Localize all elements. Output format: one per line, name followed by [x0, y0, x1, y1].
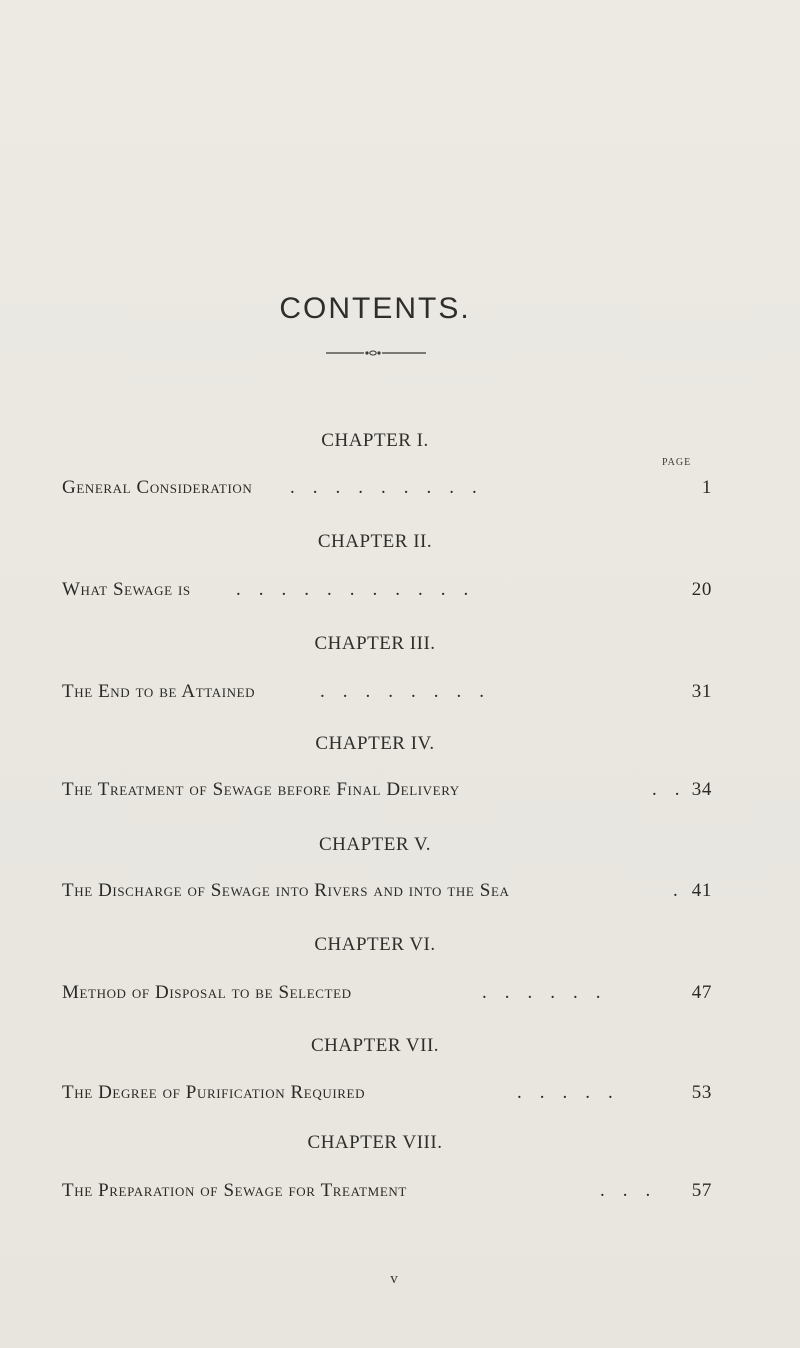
chapter-heading: CHAPTER IV.	[315, 733, 435, 754]
entry-page-number: 53	[691, 1082, 712, 1103]
entry-title: Method of Disposal to be Selected	[62, 982, 352, 1003]
toc-entry[interactable]	[62, 1180, 712, 1204]
dot-leader: ...	[600, 1180, 669, 1201]
chapter-heading: CHAPTER VI.	[314, 934, 436, 955]
page-folio: v	[390, 1271, 398, 1287]
dot-leader: ...........	[236, 579, 487, 600]
toc-entry[interactable]	[62, 1082, 712, 1106]
dot-leader: .	[673, 880, 696, 901]
entry-page-number: 1	[701, 477, 712, 498]
chapter-heading: CHAPTER V.	[319, 834, 431, 855]
toc-entry[interactable]	[62, 579, 712, 603]
toc-entry[interactable]	[62, 880, 712, 904]
toc-entry[interactable]	[62, 681, 712, 705]
entry-title: What Sewage is	[62, 579, 191, 600]
page-column-label: PAGE	[662, 457, 692, 468]
chapter-heading: CHAPTER VII.	[310, 1035, 440, 1056]
chapter-heading: CHAPTER I.	[321, 430, 429, 451]
dot-leader: .........	[290, 477, 495, 498]
entry-page-number: 41	[691, 880, 712, 901]
entry-title: The Degree of Purification Required	[62, 1082, 366, 1103]
dot-leader: .....	[517, 1082, 631, 1103]
entry-page-number: 57	[691, 1180, 712, 1201]
chapter-heading: CHAPTER III.	[314, 633, 436, 654]
chapter-heading: CHAPTER VIII.	[307, 1132, 443, 1153]
toc-entry[interactable]	[62, 477, 712, 501]
entry-title: The Preparation of Sewage for Treatment	[62, 1180, 407, 1201]
dot-leader: ..	[652, 779, 698, 800]
entry-title: The Treatment of Sewage before Final Delivery	[62, 779, 460, 800]
entry-title: General Consideration	[62, 477, 253, 498]
entry-page-number: 20	[691, 579, 712, 600]
entry-page-number: 34	[691, 779, 712, 800]
entry-page-number: 31	[691, 681, 712, 702]
dot-leader: ........	[320, 681, 502, 702]
dot-leader: ......	[482, 982, 619, 1003]
entry-page-number: 47	[691, 982, 712, 1003]
title-ornament	[326, 350, 426, 356]
chapter-heading: CHAPTER II.	[317, 531, 433, 552]
toc-entry[interactable]	[62, 982, 712, 1006]
entry-title: The Discharge of Sewage into Rivers and into the Sea	[62, 880, 510, 901]
entry-title: The End to be Attained	[62, 681, 256, 702]
page-title: CONTENTS.	[279, 292, 471, 325]
toc-entry[interactable]	[62, 779, 712, 803]
